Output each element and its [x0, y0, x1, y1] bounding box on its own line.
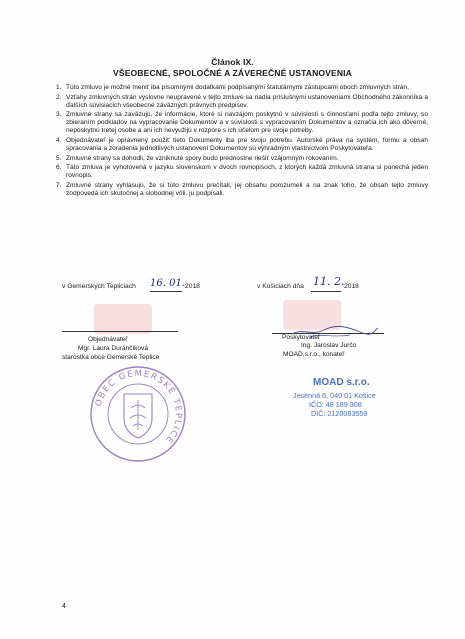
clause-item [56, 137, 428, 153]
left-date-underline [150, 291, 182, 292]
right-signing-year: 2018 [344, 283, 359, 290]
clause-text: Vzťahy zmluvných strán výslovne neupravené v tejto zmluve sa riadia príslušnými ustanoveniami Obchodného zákonníka a ďalších súvisiacich všeobecne záväzných právnych predpisov. [66, 93, 428, 109]
clause-text: Zmluvné strany sa zaväzujú, že informácie, ktoré si navzájom poskytnú v súvislosti s činnosťami podľa tejto zmluvy, so zbieraním podkladov na vypracovanie Dokumentov a v súvislosti s vypracovaním Dokumentov a označia ich ako dôverné, neposkytnú tretej osobe a ani ich nevyužijú v rozpore s ich účelom pre svoje potreby. [66, 111, 428, 135]
left-signatory-role: Objednávateľ [88, 336, 128, 343]
clause-number: 1. [56, 84, 62, 91]
left-handwritten-date: 16. 01. [150, 278, 185, 289]
clause-number: 7. [56, 182, 62, 190]
left-signatory-title: starostka obce Gemerské Teplice [62, 354, 160, 361]
clause-number: 6. [56, 164, 62, 172]
municipal-seal-stamp [86, 362, 190, 466]
clause-number: 4. [56, 137, 62, 145]
article-number: Článok IX. [211, 57, 254, 67]
left-signature-line [62, 331, 178, 332]
clause-text: Objednávateľ je oprávnený použiť tieto Dokumenty iba pre svoju potrebu. Autorské práva na systém, formu a obsah spracovania a zoradenia jednotlivých ustanovení Dokumentov sú výhradným vlastníctvom Poskytovateľa. [66, 137, 428, 153]
svg-text:OBEC GEMERSKÉ TEPLICE: OBEC GEMERSKÉ TEPLICE [93, 368, 184, 446]
company-stamp-ico: IČO: 48 189 308 [309, 400, 362, 409]
right-handwritten-date: 11. 2. [313, 275, 345, 288]
clause-number: 2. [56, 93, 62, 101]
left-signing-place: v Gemerských Tepliciach [62, 283, 136, 290]
company-stamp-name: MOAD s.r.o. [313, 377, 370, 388]
article-heading: VŠEOBECNÉ, SPOLOČNÉ A ZÁVEREČNÉ USTANOVENIA [113, 68, 352, 78]
left-signing-year: 2018 [185, 283, 200, 290]
right-date-underline [311, 291, 341, 292]
clause-text: Zmluvné strany vyhlasujú, že si túto zmluvu prečítali, jej obsahu porozumeli a na znak toho, že obsah tejto zmluvy zodpovedá ich skutočnej a slobodnej vôli, ju podpísali. [66, 182, 428, 198]
clause-text: Túto zmluvu je možné meniť iba písomnými dodatkami podpísanými štatutárnymi zástupcami oboch zmluvných strán. [66, 84, 409, 91]
clause-item [56, 155, 428, 163]
clause-item [56, 164, 428, 180]
right-signatory-name: Ing. Jaroslav Jurčo [301, 342, 357, 349]
company-stamp-address: Jesenná 6, 040 01 Košice [293, 391, 376, 400]
right-signatory-title: MOAD,s.r.o., konateľ [283, 351, 345, 358]
clause-text: Táto zmluva je vyhotovená v jazyku slovenskom v dvoch rovnopisoch, z ktorých každá zmluvná strana si ponechá jeden rovnopis. [66, 164, 428, 180]
clause-item [56, 84, 428, 92]
left-signatory-name: Mgr. Laura Duránčiková [78, 345, 149, 352]
clause-item [56, 94, 428, 110]
clause-text: Zmluvné strany sa dohodli, že vzniknuté spory budú prednostne riešiť vzájomným rokovaním. [66, 154, 339, 162]
right-signatory-role: Poskytovateľ [282, 334, 320, 341]
page-number: 4 [62, 603, 66, 610]
clauses-list [56, 84, 428, 200]
clause-item [56, 111, 428, 135]
clause-number: 5. [56, 154, 62, 162]
company-stamp-dic: DIČ: 2120083559 [311, 409, 368, 418]
clause-item [56, 182, 428, 198]
right-signing-place: v Košiciach dňa [257, 283, 304, 290]
clause-number: 3. [56, 111, 62, 119]
left-signature-redaction [94, 304, 152, 334]
